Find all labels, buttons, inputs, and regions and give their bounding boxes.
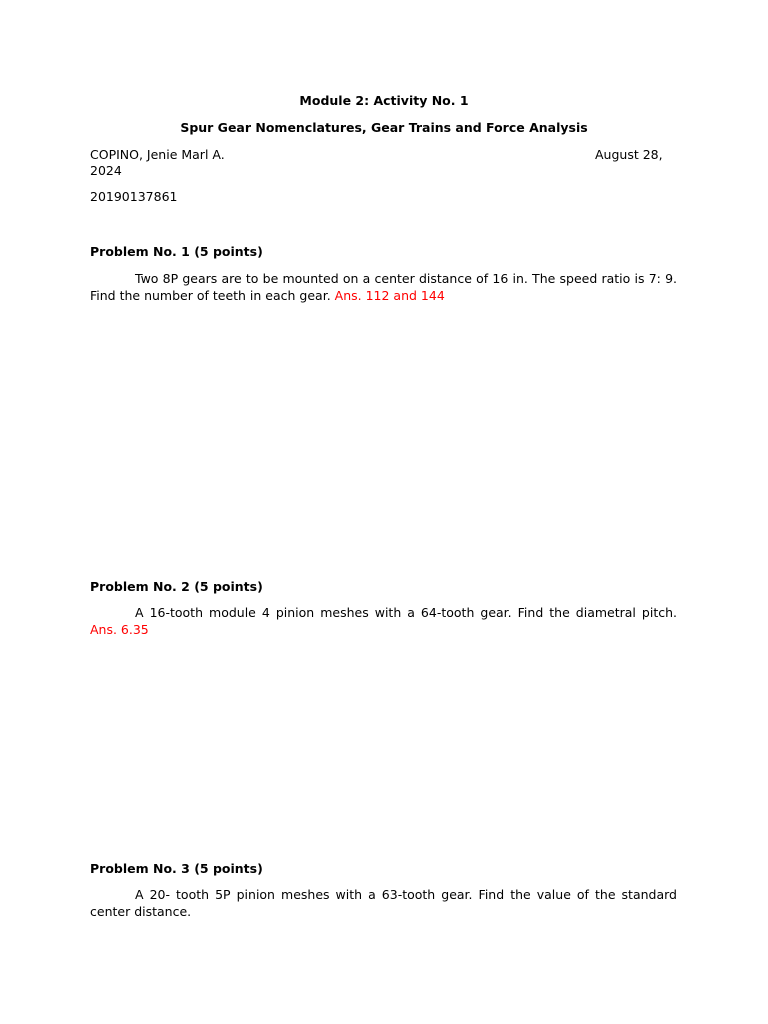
date-line-2: 2024 bbox=[90, 163, 122, 178]
problem-3-statement: A 20- tooth 5P pinion meshes with a 63-tooth gear. Find the value of the standard center distance. bbox=[90, 887, 677, 919]
problem-3-heading: Problem No. 3 (5 points) bbox=[90, 861, 263, 876]
date-line-1: August 28, bbox=[595, 147, 663, 162]
page-title: Module 2: Activity No. 1 bbox=[299, 93, 469, 108]
problem-2-answer: Ans. 6.35 bbox=[90, 622, 149, 637]
problem-1-text bbox=[90, 270, 677, 304]
problem-2-heading: Problem No. 2 (5 points) bbox=[90, 579, 263, 594]
student-id: 20190137861 bbox=[90, 189, 178, 204]
problem-1-statement: Two 8P gears are to be mounted on a center distance of 16 in. The speed ratio is 7: 9. Find the number of teeth in each gear. bbox=[90, 271, 677, 303]
problem-3-text bbox=[90, 886, 677, 920]
problem-2-statement: A 16-tooth module 4 pinion meshes with a 64-tooth gear. Find the diametral pitch. bbox=[135, 605, 677, 620]
page-subtitle: Spur Gear Nomenclatures, Gear Trains and Force Analysis bbox=[180, 120, 588, 135]
problem-1-answer: Ans. 112 and 144 bbox=[334, 288, 445, 303]
problem-2-text bbox=[90, 604, 677, 638]
problem-1-heading: Problem No. 1 (5 points) bbox=[90, 244, 263, 259]
student-name: COPINO, Jenie Marl A. bbox=[90, 147, 225, 162]
